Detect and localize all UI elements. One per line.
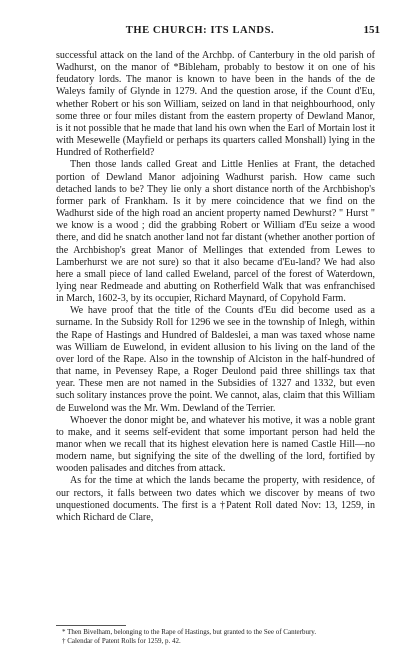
footnote-rule bbox=[56, 625, 126, 626]
footnote: * Then Bivelham, belonging to the Rape of Hastings, but granted to the See of Canterbury. bbox=[62, 628, 317, 636]
paragraph: Whoever the donor might be, and whatever his motive, it was a noble grant to make, and it seems self-evident that some important person had held the manor when we recall that its highest elevation here is named Castle Hill—no modern name, but signifying the site of the dwelling of the lord, fortified by wooden palisades and ditches from attack. bbox=[56, 414, 375, 475]
footnote: † Calendar of Patent Rolls for 1259, p. 42. bbox=[62, 636, 181, 645]
page-number: 151 bbox=[363, 24, 380, 36]
body-text bbox=[56, 50, 375, 524]
running-title: THE CHURCH: ITS LANDS. bbox=[125, 24, 275, 36]
footnotes bbox=[62, 628, 375, 645]
page-header bbox=[20, 20, 380, 40]
paragraph: We have proof that the title of the Counts d'Eu did become used as a surname. In the Subsidy Roll for 1296 we see in the township of Inlegh, within the Rape of Hastings and Hundred of Baldeslei, a man was taxed whose name was William de Euwelond, in evident allusion to his living on the land of the over lord of the Rape. Also in the township of Alciston in the half-hundred of that name, in Pevensey Rape, a Roger Deulond paid three shillings tax that year. These men are not named in the Subsidies of 1327 and 1332, but even such solitary instances prove the point. We cannot, alas, claim that this William de Euwelond was the Mr. Wm. Dewland of the Terrier. bbox=[56, 305, 375, 414]
paragraph: Then those lands called Great and Little Henlies at Frant, the detached portion of Dewland Manor adjoining Wadhurst parish. How came such detached lands to be? They lie only a short distance north of the Archbishop's former park of Frankham. Is it by mere coincidence that we find on the Wadhurst side of the high road an ancient property named Dewhurst? " Hurst " we know is a wood ; did the grabbing Robert or William d'Eu seize a wood there, and did he snatch another land not far distant (whether another portion of the Archbishop's great Manor of Mellinges that extended from Lewes to Lamberhurst we are not sure) so that it also became d'Eu-land? We had also here a small piece of land called Eweland, parcel of the forest of Waterdown, lying near Redmeade and abutting on Rotherfield Walk that was enfranchised in March, 1602-3, by its occupier, Richard Maynard, of Copyhold Farm. bbox=[56, 159, 375, 305]
paragraph: successful attack on the land of the Archbp. of Canterbury in the old parish of Wadhurst, on the manor of *Bibleham, probably to bestow it on one of his feudatory lords. The manor is known to have been in the hands of the de Waleys family of Glynde in 1279. And the question arose, if the Count d'Eu, whether Robert or his son William, seized on land in that neighbourhood, only some three or four miles distant from the eastern property of Dewland Manor, is it not possible that he made that land his own when the Earl of Mortain lost it with Mesewelle (Mayfield or perhaps its quarters called Monshall) lying in the Hundred of Rotherfield? bbox=[56, 50, 375, 159]
paragraph: As for the time at which the lands became the property, with residence, of our rectors, it falls between two dates which we discover by means of two unquestioned documents. The first is a †Patent Roll dated Nov: 13, 1259, in which Richard de Clare, bbox=[56, 475, 375, 523]
